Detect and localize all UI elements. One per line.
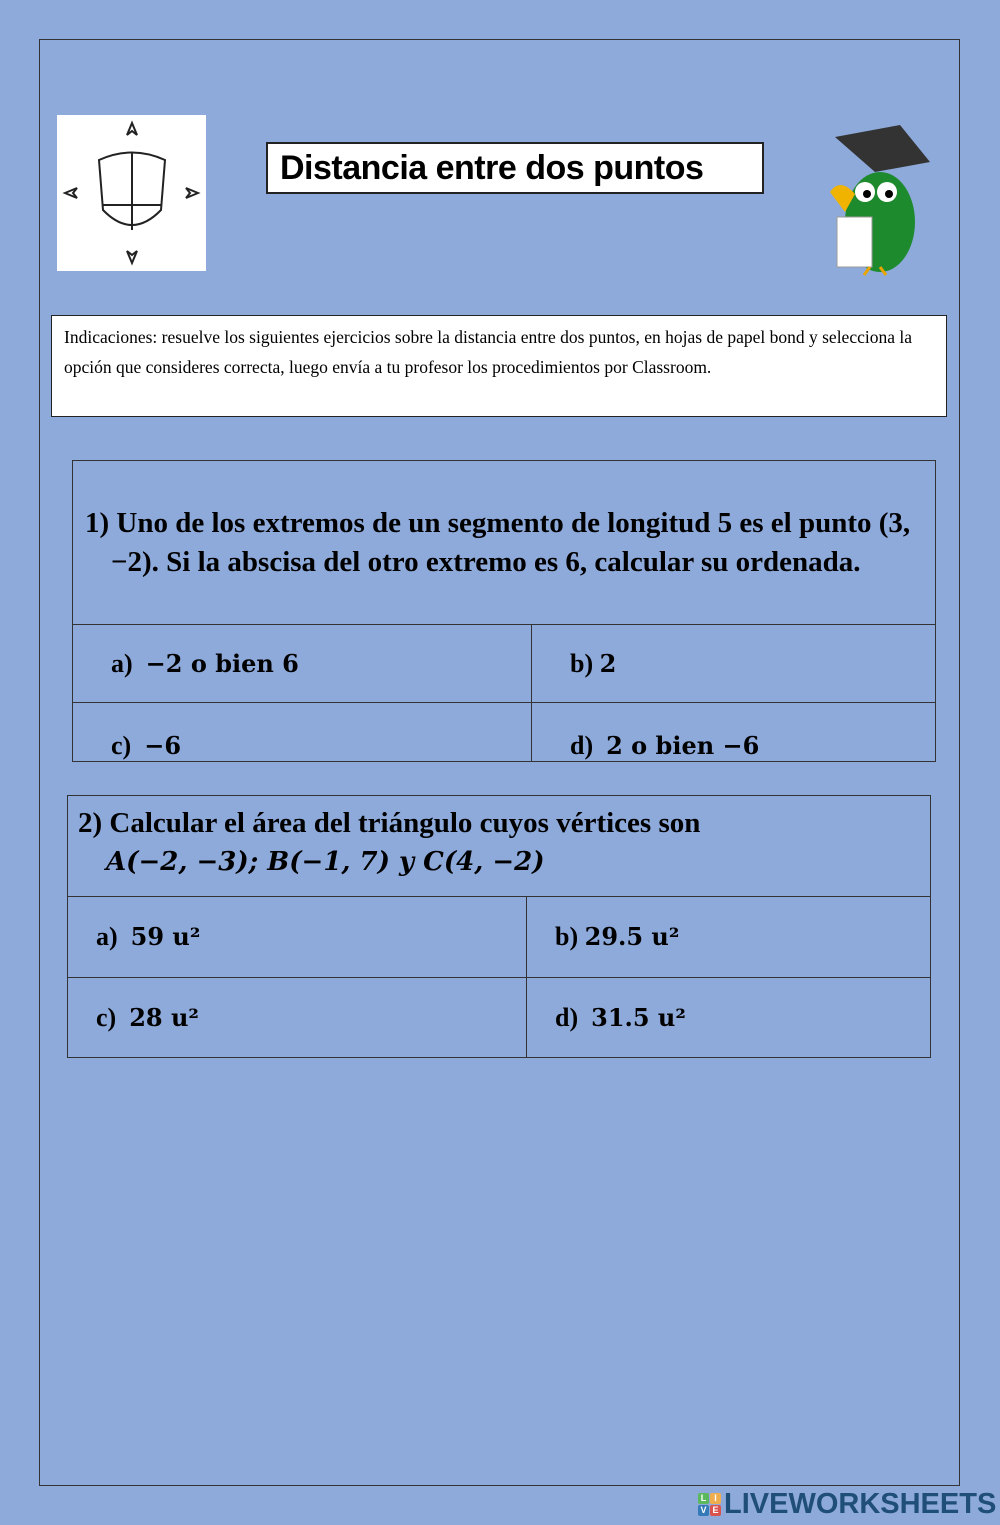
parrot-mascot-image bbox=[805, 122, 935, 277]
option-letter: b) bbox=[555, 922, 579, 951]
option-1d[interactable] bbox=[532, 703, 936, 762]
option-value: 59 u² bbox=[130, 922, 201, 951]
option-letter: a) bbox=[96, 922, 118, 951]
option-2d[interactable] bbox=[527, 978, 931, 1058]
badge-letter: L bbox=[698, 1493, 709, 1504]
school-crest-logo bbox=[57, 115, 206, 271]
option-1b[interactable] bbox=[532, 625, 936, 703]
page-title: Distancia entre dos puntos bbox=[266, 142, 764, 194]
badge-letter: E bbox=[710, 1505, 721, 1516]
option-value: 2 o bien −6 bbox=[606, 731, 760, 760]
option-letter: d) bbox=[570, 731, 594, 760]
option-value: 31.5 u² bbox=[591, 1002, 686, 1032]
option-value: 29.5 u² bbox=[584, 922, 680, 951]
option-letter: b) bbox=[570, 648, 594, 678]
question-1-text: 1) Uno de los extremos de un segmento de longitud 5 es el punto (3, −2). Si la abscisa del otro extremo es 6, calcular su ordenada. bbox=[73, 461, 936, 625]
option-1c[interactable] bbox=[73, 703, 532, 762]
option-2b[interactable] bbox=[527, 897, 931, 978]
option-value: −2 o bien 6 bbox=[145, 648, 299, 678]
option-value: 2 bbox=[599, 648, 617, 678]
option-2c[interactable] bbox=[68, 978, 527, 1058]
option-value: 28 u² bbox=[129, 1002, 199, 1032]
liveworksheets-logo bbox=[698, 1488, 996, 1521]
question-2-vertices: A(−2, −3); B(−1, 7) y C(4, −2) bbox=[106, 847, 545, 877]
badge-letter: V bbox=[698, 1505, 709, 1516]
option-1a[interactable] bbox=[73, 625, 532, 703]
option-letter: c) bbox=[96, 1002, 117, 1032]
option-letter: a) bbox=[111, 648, 133, 678]
question-1-table bbox=[72, 460, 936, 762]
question-2-cell bbox=[68, 796, 931, 897]
option-2a[interactable] bbox=[68, 897, 527, 978]
instructions-box: Indicaciones: resuelve los siguientes ejercicios sobre la distancia entre dos puntos, en hojas de papel bond y selecciona la opción que consideres correcta, luego envía a tu profesor los procedimientos por Classroom. bbox=[51, 315, 947, 417]
option-letter: d) bbox=[555, 1002, 579, 1032]
badge-letter: I bbox=[710, 1493, 721, 1504]
brand-name: LIVEWORKSHEETS bbox=[724, 1488, 997, 1520]
question-2-table bbox=[67, 795, 931, 1058]
question-2-text: 2) Calcular el área del triángulo cuyos vértices son bbox=[78, 807, 701, 839]
live-badge-icon bbox=[698, 1493, 721, 1516]
option-value: −6 bbox=[144, 731, 182, 760]
option-letter: c) bbox=[111, 731, 132, 760]
